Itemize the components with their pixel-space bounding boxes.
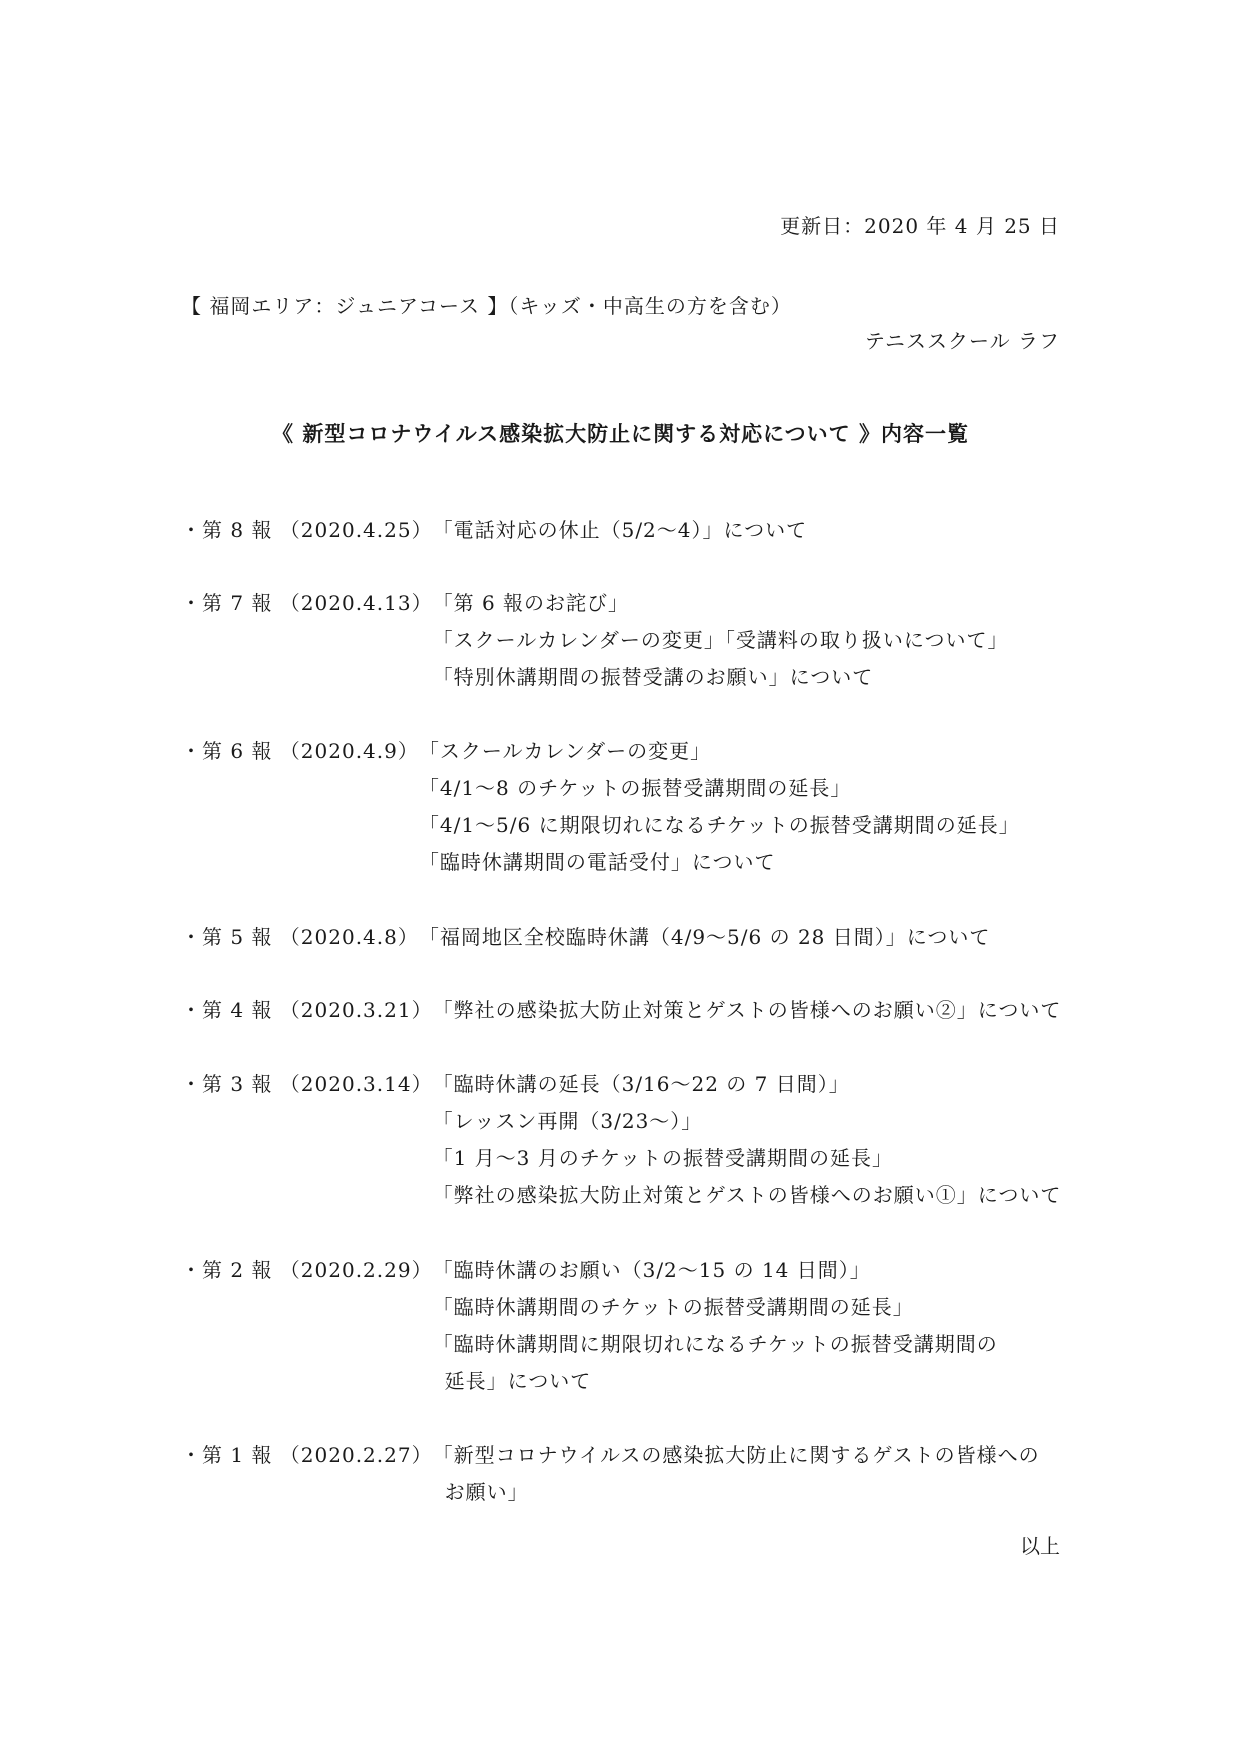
report-number-date: ・第 6 報 （2020.4.9） — [181, 739, 419, 763]
report-item — [181, 1252, 1081, 1400]
report-topic: 「電話対応の休止（5/2〜4）」について — [432, 518, 808, 542]
page-title: 《 新型コロナウイルス感染拡大防止に関する対応について 》内容一覧 — [272, 421, 969, 446]
report-item — [181, 1437, 1081, 1511]
report-topic: 「1 月〜3 月のチケットの振替受講期間の延長」 — [432, 1146, 893, 1170]
report-item — [181, 512, 1081, 549]
report-topic: 延長」について — [444, 1369, 592, 1393]
report-topic: お願い」 — [444, 1480, 529, 1504]
report-number-date: ・第 8 報 （2020.4.25） — [181, 518, 433, 542]
report-topic: 「福岡地区全校臨時休講（4/9〜5/6 の 28 日間）」について — [418, 925, 991, 949]
report-topic: 「臨時休講期間のチケットの振替受講期間の延長」 — [432, 1295, 914, 1319]
report-topic: 「スクールカレンダーの変更」「受講料の取り扱いについて」 — [432, 628, 1009, 652]
report-item — [181, 585, 1081, 696]
report-number-date: ・第 7 報 （2020.4.13） — [181, 591, 433, 615]
report-item — [181, 992, 1081, 1029]
report-number-date: ・第 5 報 （2020.4.8） — [181, 925, 419, 949]
update-date: 更新日：2020 年 4 月 25 日 — [780, 214, 1060, 238]
report-topic: 「4/1〜5/6 に期限切れになるチケットの振替受講期間の延長」 — [418, 813, 1020, 837]
report-item — [181, 1066, 1081, 1214]
report-item — [181, 733, 1081, 881]
organization-name: テニススクール ラフ — [864, 329, 1060, 353]
area-course-heading: 【 福岡エリア：ジュニアコース 】（キッズ・中高生の方を含む） — [181, 294, 792, 318]
report-number-date: ・第 3 報 （2020.3.14） — [181, 1072, 433, 1096]
closing-mark: 以上 — [1020, 1534, 1060, 1558]
report-item — [181, 919, 1081, 956]
report-topic: 「弊社の感染拡大防止対策とゲストの皆様へのお願い②」について — [432, 998, 1062, 1022]
report-topic: 「レッスン再開（3/23〜）」 — [432, 1109, 703, 1133]
report-topic: 「第 6 報のお詫び」 — [432, 591, 630, 615]
report-number-date: ・第 2 報 （2020.2.29） — [181, 1258, 433, 1282]
report-topic: 「臨時休講期間の電話受付」について — [418, 850, 776, 874]
report-topic: 「新型コロナウイルスの感染拡大防止に関するゲストの皆様への — [432, 1443, 1040, 1467]
report-topic: 「スクールカレンダーの変更」 — [418, 739, 712, 763]
report-topic: 「4/1〜8 のチケットの振替受講期間の延長」 — [418, 776, 852, 800]
report-topic: 「臨時休講のお願い（3/2〜15 の 14 日間）」 — [432, 1258, 871, 1282]
report-number-date: ・第 4 報 （2020.3.21） — [181, 998, 433, 1022]
report-topic: 「臨時休講の延長（3/16〜22 の 7 日間）」 — [432, 1072, 850, 1096]
report-topic: 「臨時休講期間に期限切れになるチケットの振替受講期間の — [432, 1332, 998, 1356]
report-topic: 「特別休講期間の振替受講のお願い」について — [432, 665, 874, 689]
report-number-date: ・第 1 報 （2020.2.27） — [181, 1443, 433, 1467]
report-topic: 「弊社の感染拡大防止対策とゲストの皆様へのお願い①」について — [432, 1183, 1062, 1207]
